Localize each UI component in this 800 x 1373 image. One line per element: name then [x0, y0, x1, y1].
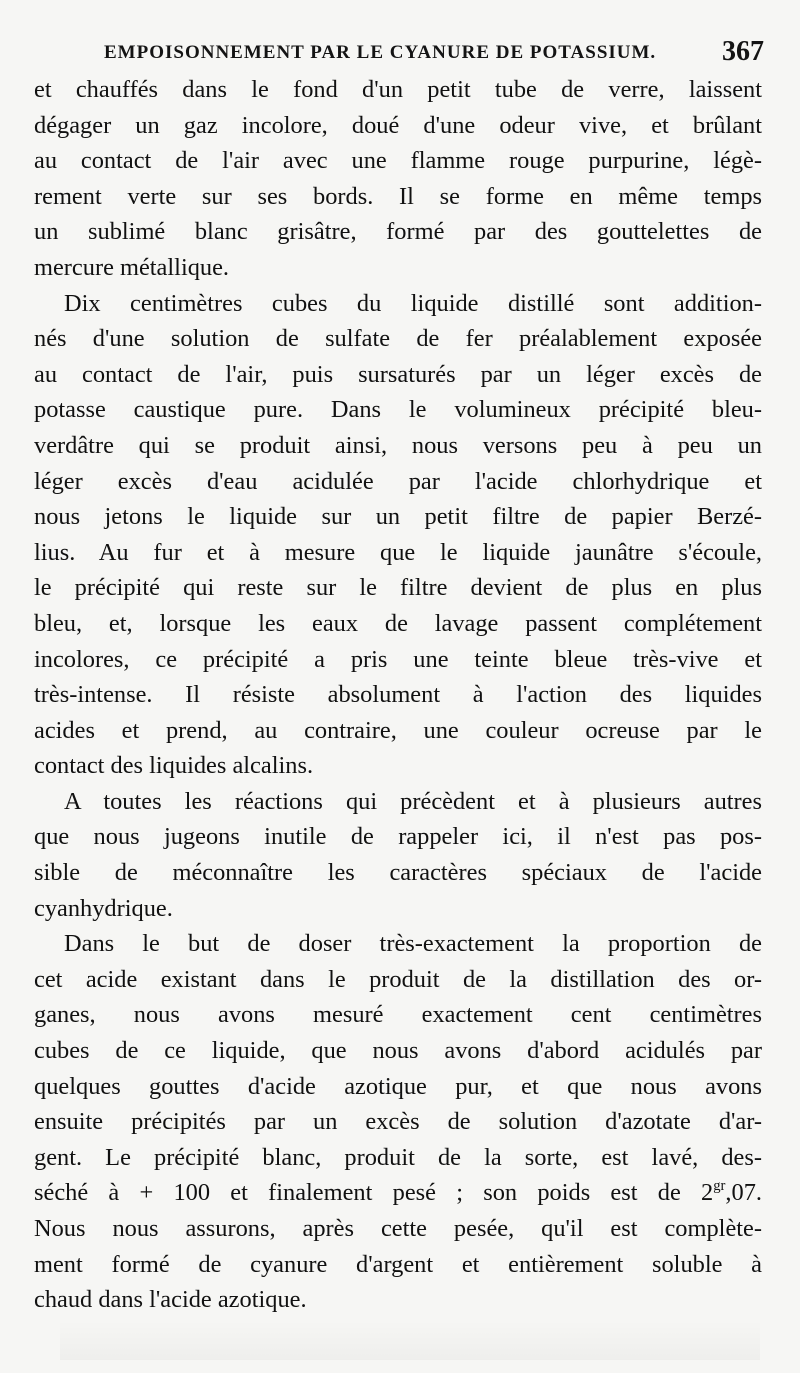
text-line: ensuite précipités par un excès de solution d'azotate d'ar- [34, 1108, 762, 1136]
text-line: cyanhydrique. [34, 894, 173, 922]
text-line: un sublimé blanc grisâtre, formé par des gouttelettes de [34, 218, 762, 246]
text-line: verdâtre qui se produit ainsi, nous versons peu à peu un [34, 431, 762, 459]
text-line: Dans le but de doser très-exactement la proportion de [64, 930, 762, 958]
paragraph [34, 784, 762, 926]
page-number: 367 [722, 36, 764, 67]
text-line: ganes, nous avons mesuré exactement cent centimètres [34, 1001, 762, 1029]
text-line: et chauffés dans le fond d'un petit tube de verre, laissent [34, 76, 762, 103]
text-line: bleu, et, lorsque les eaux de lavage passent complétement [34, 609, 762, 637]
text-line: nés d'une solution de sulfate de fer préalablement exposée [34, 325, 762, 353]
show-through-shadow [60, 1320, 760, 1360]
text-line: acides et prend, au contraire, une couleur ocreuse par le [34, 716, 762, 744]
text-line: le précipité qui reste sur le filtre devient de plus en plus [34, 574, 762, 602]
body-text [34, 72, 762, 1318]
text-line: Nous nous assurons, après cette pesée, qu'il est complète- [34, 1215, 762, 1242]
text-line: séché à + 100 et finalement pesé ; son poids est de $2^{gr},07$. [34, 1178, 762, 1207]
text-line: au contact de l'air avec une flamme rouge purpurine, légè- [34, 147, 762, 175]
text-line: sible de méconnaître les caractères spéciaux de l'acide [34, 859, 762, 887]
text-line: dégager un gaz incolore, doué d'une odeur vive, et brûlant [34, 111, 762, 139]
text-line: cet acide existant dans le produit de la distillation des or- [34, 965, 762, 993]
text-line: nous jetons le liquide sur un petit filtre de papier Berzé- [34, 503, 762, 531]
running-title: EMPOISONNEMENT PAR LE CYANURE DE POTASSIUM. [104, 42, 657, 63]
text-line: mercure métallique. [34, 253, 230, 281]
paragraph [34, 926, 762, 1318]
text-line: lius. Au fur et à mesure que le liquide jaunâtre s'écoule, [34, 538, 762, 566]
text-line: potasse caustique pure. Dans le volumineux précipité bleu- [34, 396, 762, 424]
text-line: A toutes les réactions qui précèdent et à plusieurs autres [64, 787, 762, 815]
text-line: Dix centimètres cubes du liquide distillé sont addition- [64, 289, 762, 317]
paragraph [34, 286, 762, 784]
text-line: contact des liquides alcalins. [34, 752, 314, 780]
text-line: cubes de ce liquide, que nous avons d'abord acidulés par [34, 1037, 762, 1065]
page-header [34, 36, 764, 70]
text-line: ment formé de cyanure d'argent et entièrement soluble à [34, 1250, 762, 1278]
text-line: chaud dans l'acide azotique. [34, 1286, 307, 1314]
text-line: très-intense. Il résiste absolument à l'action des liquides [34, 681, 762, 709]
text-line: que nous jugeons inutile de rappeler ici, il n'est pas pos- [34, 823, 762, 851]
text-line: incolores, ce précipité a pris une teinte bleue très-vive et [34, 645, 762, 673]
text-line: rement verte sur ses bords. Il se forme en même temps [34, 182, 762, 210]
text-line: quelques gouttes d'acide azotique pur, et que nous avons [34, 1072, 762, 1100]
text-line: au contact de l'air, puis sursaturés par un léger excès de [34, 360, 762, 388]
text-line: gent. Le précipité blanc, produit de la sorte, est lavé, des- [34, 1143, 762, 1171]
text-line: léger excès d'eau acidulée par l'acide chlorhydrique et [34, 467, 762, 495]
paragraph [34, 72, 762, 286]
